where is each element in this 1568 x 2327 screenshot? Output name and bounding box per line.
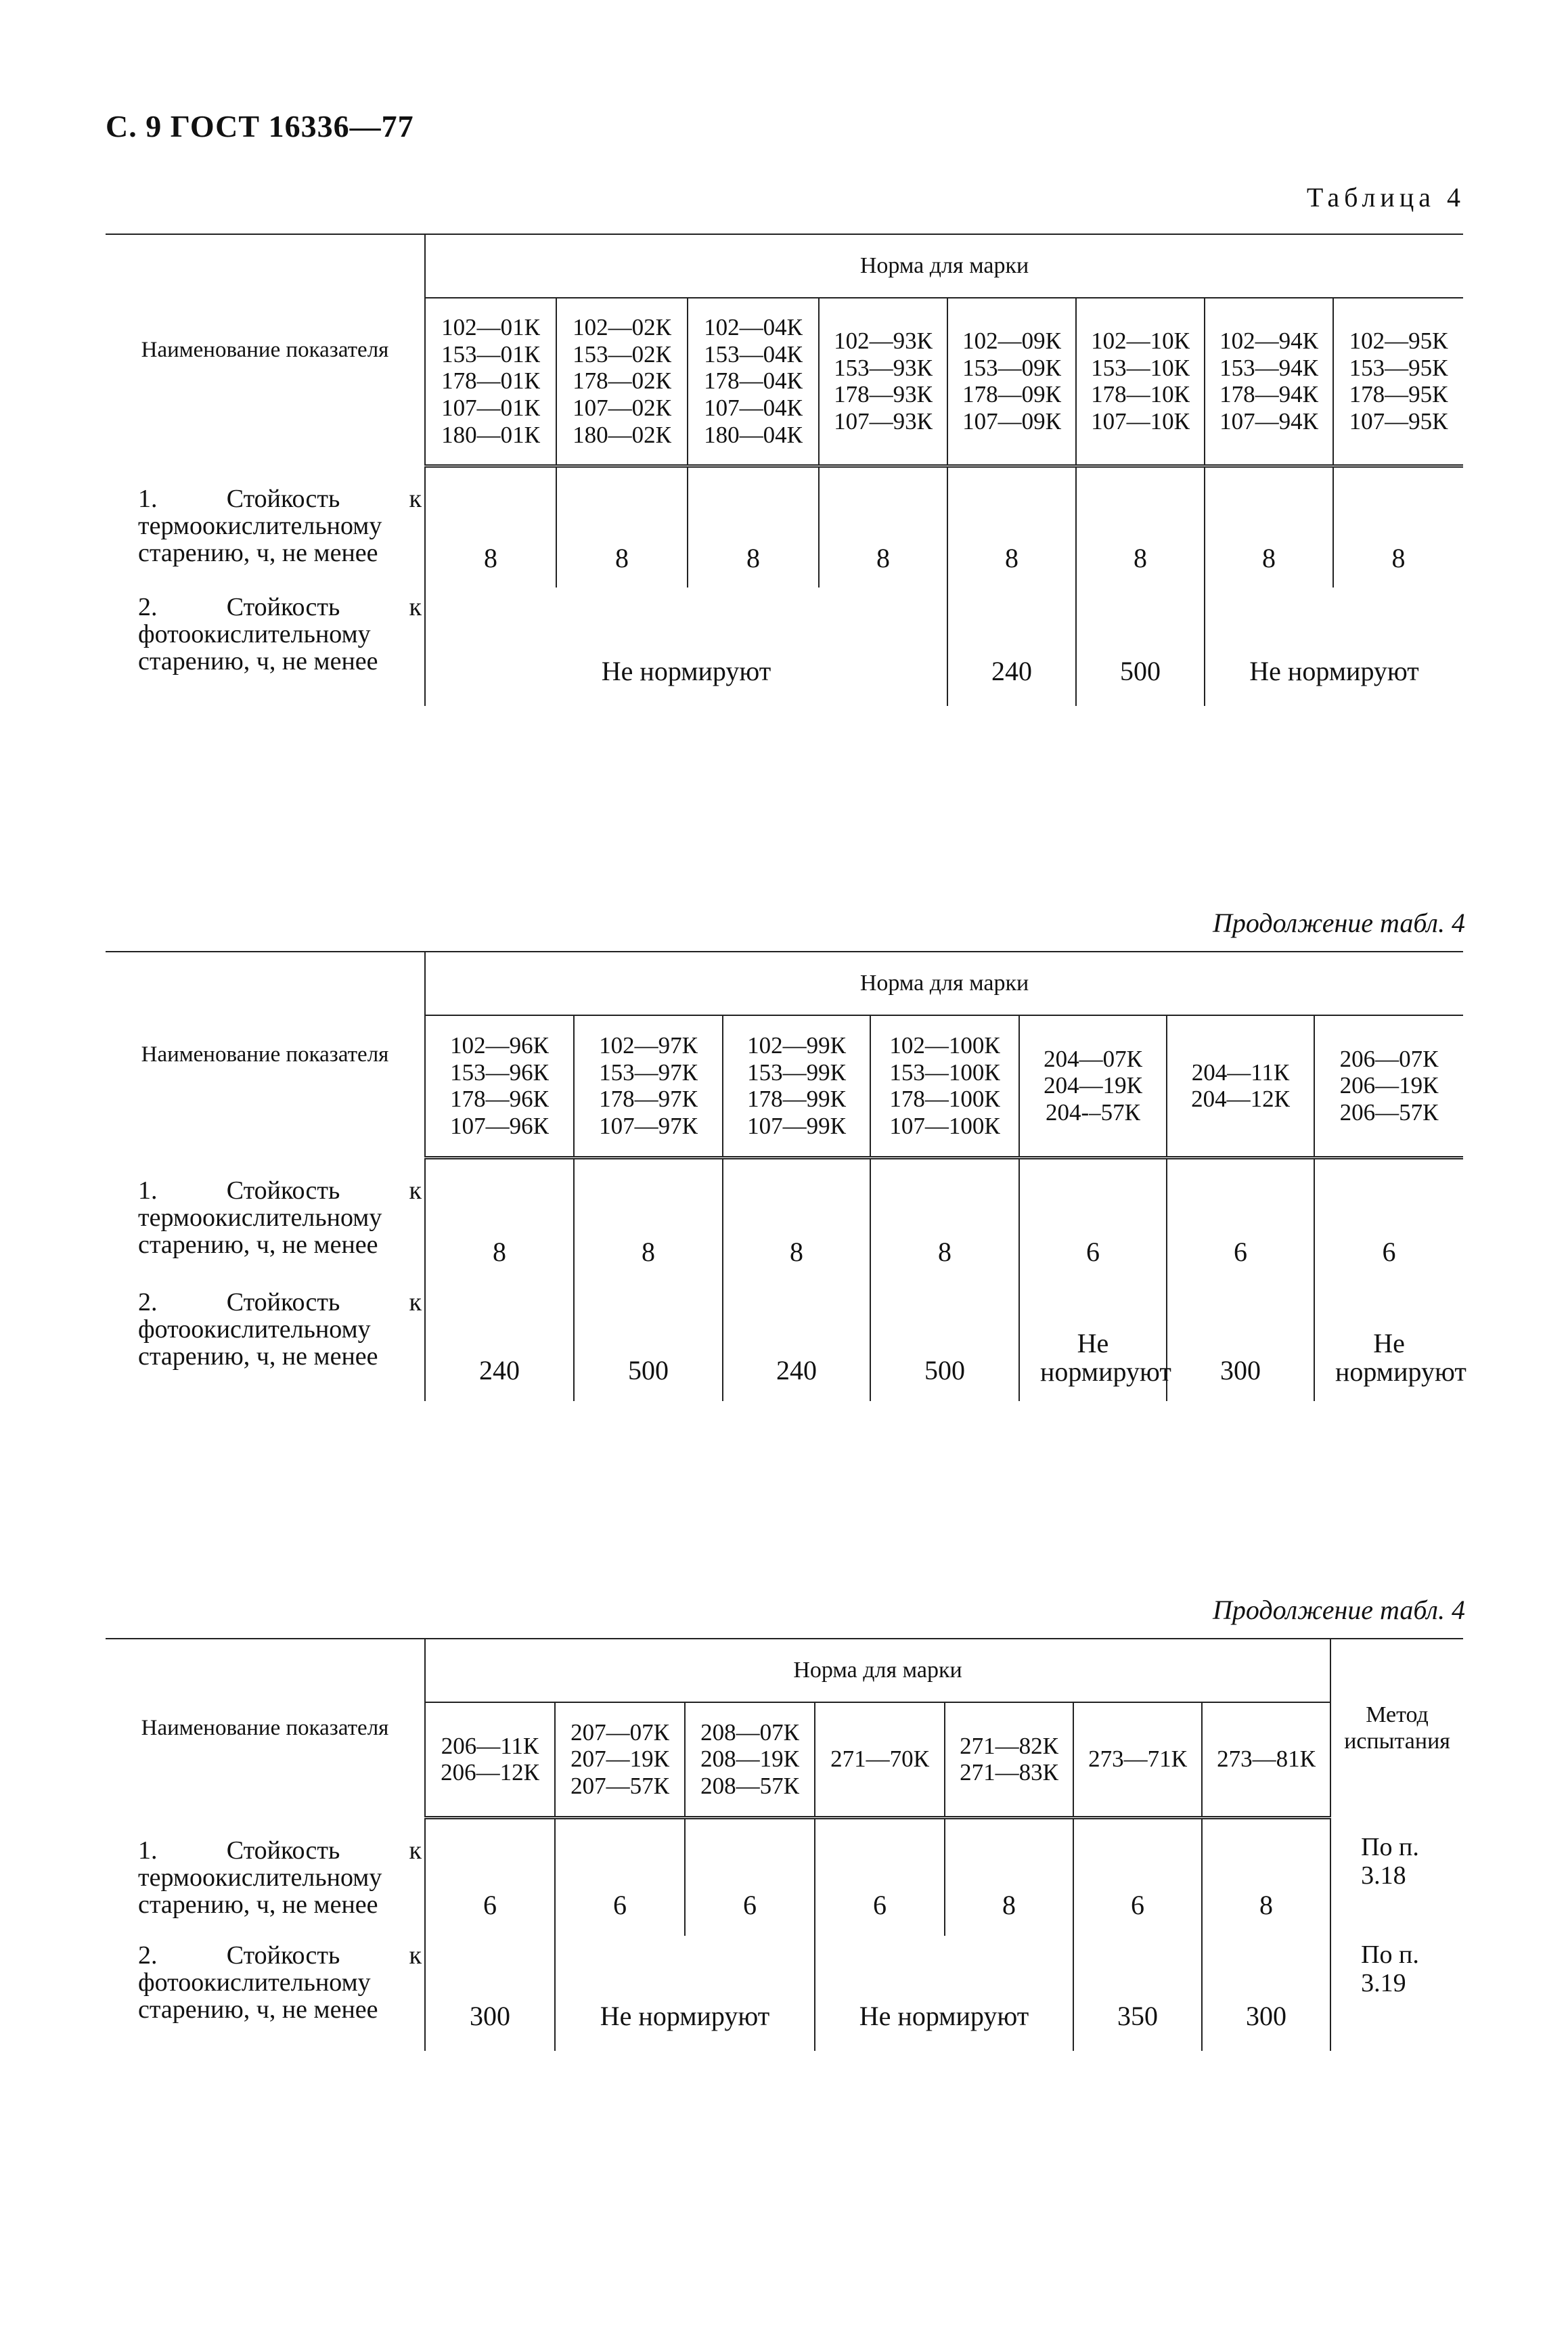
column-header: Наименование показателя: [106, 1639, 425, 1817]
value-cell: 8: [1333, 466, 1463, 588]
value-cell: Не нормируют: [1019, 1283, 1167, 1401]
value-cell: 8: [1205, 466, 1333, 588]
value-cell: 6: [815, 1817, 945, 1936]
grade-cell: 102—99К 153—99К 178—99К 107—99К: [723, 1015, 870, 1157]
table-caption: Таблица 4: [1306, 182, 1465, 213]
value-cell: 240: [723, 1283, 870, 1401]
table-caption: Продолжение табл. 4: [1212, 1595, 1465, 1625]
grade-cell: 273—81К: [1202, 1702, 1330, 1817]
page-header: С. 9 ГОСТ 16336—77: [106, 109, 414, 143]
value-cell: 6: [1314, 1157, 1463, 1283]
value-cell: 500: [574, 1283, 723, 1401]
value-cell: Не нормируют: [555, 1936, 815, 2051]
grade-cell: 204—11К 204—12К: [1167, 1015, 1314, 1157]
value-cell: 8: [947, 466, 1076, 588]
grade-cell: 102—09К 153—09К 178—09К 107—09К: [947, 298, 1076, 466]
value-cell: 6: [1167, 1157, 1314, 1283]
value-cell: 6: [685, 1817, 815, 1936]
value-cell: 6: [555, 1817, 685, 1936]
grade-cell: 207—07К 207—19К 207—57К: [555, 1702, 685, 1817]
grade-cell: 102—96К 153—96К 178—96К 107—96К: [425, 1015, 574, 1157]
value-cell: Не нормируют: [815, 1936, 1073, 2051]
row-label: 2. Стойкость к фотоокислительному старению, ч, не менее: [106, 588, 425, 706]
value-cell: 6: [483, 1890, 497, 1921]
row-label: 1. Стойкость к термоокислительному старению, ч, не менее: [106, 1817, 425, 1936]
grade-cell: 206—11К 206—12К: [425, 1702, 555, 1817]
grade-cell: 206—07К 206—19К 206—57К: [1314, 1015, 1463, 1157]
value-cell: 8: [484, 543, 497, 574]
grade-cell: 102—10К 153—10К 178—10К 107—10К: [1076, 298, 1205, 466]
row-label: 1. Стойкость к термоокислительному старению, ч, не менее: [106, 466, 425, 588]
data-table: [106, 234, 1463, 706]
value-cell: 6: [1073, 1817, 1202, 1936]
value-cell: 350: [1073, 1936, 1202, 2051]
data-table: [106, 1638, 1463, 2051]
norm-header: Норма для марки: [425, 952, 1463, 1015]
value-cell: 500: [1076, 588, 1205, 706]
value-cell: 8: [556, 466, 688, 588]
grade-cell: 102—95К 153—95К 178—95К 107—95К: [1333, 298, 1463, 466]
value-cell: Не нормируют: [601, 656, 771, 687]
value-cell: 240: [947, 588, 1076, 706]
value-cell: 8: [1202, 1817, 1330, 1936]
column-header: Наименование показателя: [106, 234, 425, 466]
value-cell: 300: [1202, 1936, 1330, 2051]
method-cell: По п. 3.19: [1330, 1936, 1463, 2051]
value-cell: 300: [1167, 1283, 1314, 1401]
grade-cell: 102—93К 153—93К 178—93К 107—93К: [819, 298, 947, 466]
column-header: Наименование показателя: [106, 952, 425, 1157]
value-cell: 8: [870, 1157, 1019, 1283]
value-cell: 300: [470, 2001, 510, 2032]
grade-cell: 271—82К 271—83К: [945, 1702, 1073, 1817]
value-cell: 6: [1019, 1157, 1167, 1283]
value-cell: 500: [870, 1283, 1019, 1401]
data-table: [106, 951, 1466, 1401]
grade-cell: 102—97К 153—97К 178—97К 107—97К: [574, 1015, 723, 1157]
row-label: 1. Стойкость к термоокислительному старению, ч, не менее: [106, 1157, 425, 1283]
value-cell: 8: [1076, 466, 1205, 588]
grade-cell: 204—07К 204—19К 204-–57К: [1019, 1015, 1167, 1157]
value-cell: Не нормируют: [1314, 1283, 1463, 1401]
grade-cell: 102—94К 153—94К 178—94К 107—94К: [1205, 298, 1333, 466]
norm-header: Норма для марки: [425, 234, 1463, 298]
value-cell: Не нормируют: [1205, 588, 1463, 706]
value-cell: 8: [688, 466, 819, 588]
grade-cell: 102—04К 153—04К 178—04К 107—04К 180—04К: [688, 298, 819, 466]
grade-cell: 102—01К 153—01К 178—01К 107—01К 180—01К: [425, 298, 556, 466]
table-caption: Продолжение табл. 4: [1212, 908, 1465, 938]
method-cell: По п. 3.18: [1330, 1817, 1463, 1936]
row-label: 2. Стойкость к фотоокислительному старению, ч, не менее: [106, 1936, 425, 2051]
grade-cell: 271—70К: [815, 1702, 945, 1817]
value-cell: 8: [945, 1817, 1073, 1936]
grade-cell: 273—71К: [1073, 1702, 1202, 1817]
value-cell: 8: [574, 1157, 723, 1283]
value-cell: 8: [723, 1157, 870, 1283]
grade-cell: 102—02К 153—02К 178—02К 107—02К 180—02К: [556, 298, 688, 466]
norm-header: Норма для марки: [425, 1639, 1330, 1702]
value-cell: 240: [479, 1355, 520, 1386]
value-cell: 8: [819, 466, 947, 588]
method-header: Метод испытания: [1330, 1639, 1463, 1817]
row-label: 2. Стойкость к фотоокислительному старению, ч, не менее: [106, 1283, 425, 1401]
grade-cell: 208—07К 208—19К 208—57К: [685, 1702, 815, 1817]
value-cell: 8: [493, 1237, 506, 1268]
grade-cell: 102—100К 153—100К 178—100К 107—100К: [870, 1015, 1019, 1157]
